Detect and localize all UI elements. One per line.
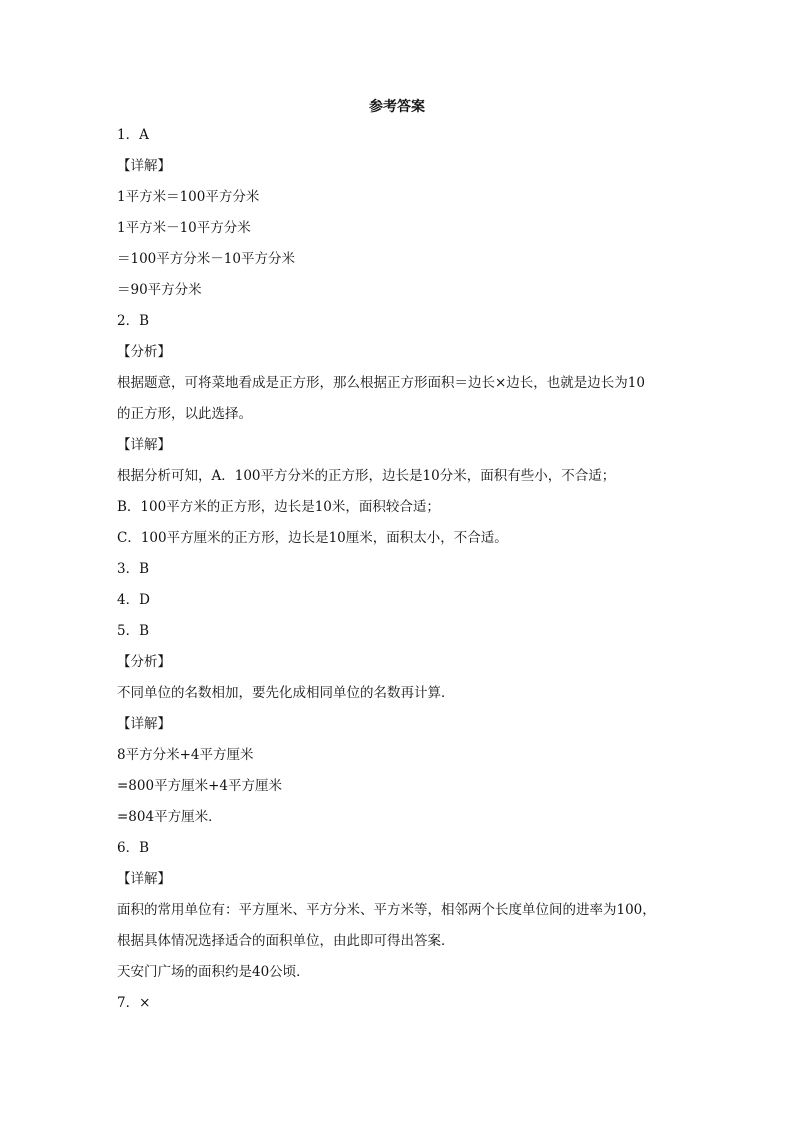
answer-3-choice: 3．B — [117, 561, 150, 577]
text-line: B．100平方米的正方形，边长是10米，面积较合适； — [117, 499, 440, 515]
text-line: 天安门广场的面积约是40公顷． — [117, 964, 310, 980]
text-line: 不同单位的名数相加，要先化成相同单位的名数再计算． — [117, 685, 455, 701]
page-title: 参考答案 — [369, 99, 425, 115]
analysis-heading: 【分析】 — [117, 344, 171, 360]
answer-1-choice: 1．A — [117, 127, 149, 143]
detail-heading: 【详解】 — [117, 158, 171, 174]
text-line: ＝90平方分米 — [117, 282, 202, 298]
answer-7-choice: 7．× — [117, 995, 151, 1011]
answer-2-choice: 2．B — [117, 313, 150, 329]
text-line: =804平方厘米． — [117, 809, 222, 825]
text-line: 8平方分米+4平方厘米 — [117, 747, 254, 763]
text-line: 根据具体情况选择适合的面积单位，由此即可得出答案． — [117, 933, 455, 949]
answer-5-choice: 5．B — [117, 623, 150, 639]
text-line: 面积的常用单位有：平方厘米、平方分米、平方米等，相邻两个长度单位间的进率为100， — [117, 902, 656, 918]
detail-heading: 【详解】 — [117, 716, 171, 732]
detail-heading: 【详解】 — [117, 871, 171, 887]
detail-heading: 【详解】 — [117, 437, 171, 453]
text-line: ＝100平方分米－10平方分米 — [117, 251, 295, 267]
text-line: C．100平方厘米的正方形，边长是10厘米，面积太小，不合适。 — [117, 530, 508, 546]
text-line: 根据题意，可将菜地看成是正方形，那么根据正方形面积＝边长×边长，也就是边长为10 — [117, 375, 645, 391]
answer-4-choice: 4．D — [117, 592, 150, 608]
text-line: 根据分析可知，A．100平方分米的正方形，边长是10分米，面积有些小，不合适； — [117, 468, 616, 484]
answer-6-choice: 6．B — [117, 840, 150, 856]
analysis-heading: 【分析】 — [117, 654, 171, 670]
text-line: 1平方米－10平方分米 — [117, 220, 251, 236]
answer-content — [117, 120, 687, 1019]
text-line: 1平方米＝100平方分米 — [117, 189, 260, 205]
text-line: 的正方形，以此选择。 — [117, 406, 252, 422]
text-line: =800平方厘米+4平方厘米 — [117, 778, 282, 794]
